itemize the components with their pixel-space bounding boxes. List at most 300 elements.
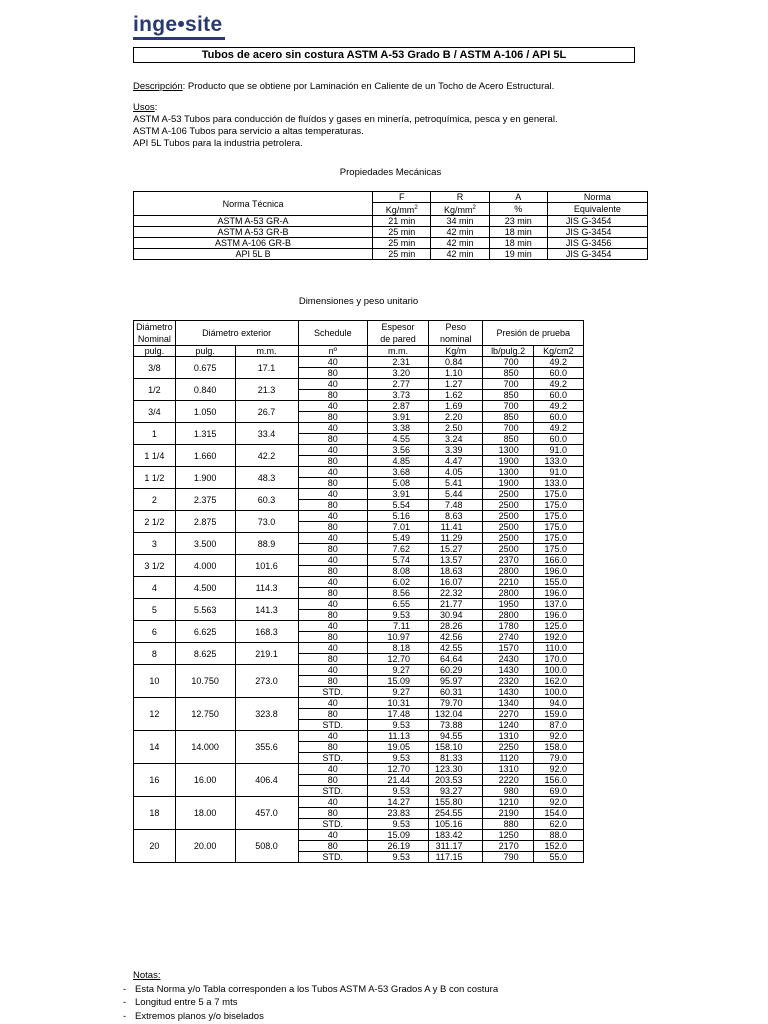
- dims-unit-pulg: pulg.: [134, 346, 176, 357]
- dims-cell-peso: 22.32: [428, 588, 483, 599]
- dims-cell-espesor: 3.91: [368, 412, 429, 423]
- dims-cell-kgcm: 125.0: [533, 621, 583, 632]
- document-title: Tubos de acero sin costura ASTM A-53 Grado B / ASTM A-106 / API 5L: [133, 47, 635, 63]
- dims-cell-peso: 11.41: [428, 522, 483, 533]
- dims-cell-peso: 64.64: [428, 654, 483, 665]
- mech-cell-a: 23 min: [489, 216, 547, 227]
- dims-cell-espesor: 9.53: [368, 720, 429, 731]
- dims-cell-lb: 790: [483, 852, 533, 863]
- dims-row: [134, 445, 584, 456]
- mech-header-r: R: [431, 192, 489, 203]
- dims-cell-schedule: 40: [298, 423, 367, 434]
- dims-cell-kgcm: 49.2: [533, 401, 583, 412]
- dims-header-dn: Diámetro Nominal: [134, 321, 176, 346]
- mech-cell-a: 19 min: [489, 249, 547, 260]
- dims-cell-kgcm: 137.0: [533, 599, 583, 610]
- dims-cell-lb: 850: [483, 368, 533, 379]
- dims-cell-kgcm: 92.0: [533, 731, 583, 742]
- dims-cell-schedule: 40: [298, 401, 367, 412]
- dims-cell-nominal: 2: [134, 489, 176, 511]
- dims-cell-peso: 1.69: [428, 401, 483, 412]
- mech-header-r-unit: $Kg/mm^2$: [431, 203, 489, 216]
- dims-cell-peso: 158.10: [428, 742, 483, 753]
- dims-cell-pulg: 1.900: [175, 467, 235, 489]
- dims-row: [134, 731, 584, 742]
- dims-cell-kgcm: 162.0: [533, 676, 583, 687]
- dims-cell-espesor: 15.09: [368, 676, 429, 687]
- dims-cell-mm: 114.3: [235, 577, 298, 599]
- dims-cell-pulg: 16.00: [175, 764, 235, 797]
- dims-cell-schedule: STD.: [298, 852, 367, 863]
- dims-cell-nominal: 10: [134, 665, 176, 698]
- dims-cell-lb: 1780: [483, 621, 533, 632]
- mech-body: [134, 216, 648, 260]
- dims-cell-nominal: 20: [134, 830, 176, 863]
- dims-cell-kgcm: 79.0: [533, 753, 583, 764]
- dims-cell-nominal: 2 1/2: [134, 511, 176, 533]
- dims-cell-espesor: 6.55: [368, 599, 429, 610]
- dims-row: [134, 797, 584, 808]
- dims-cell-peso: 93.27: [428, 786, 483, 797]
- dims-cell-lb: 1340: [483, 698, 533, 709]
- dims-cell-espesor: 3.56: [368, 445, 429, 456]
- dims-cell-peso: 95.97: [428, 676, 483, 687]
- dims-cell-schedule: 80: [298, 610, 367, 621]
- dims-row: [134, 423, 584, 434]
- usos-text: Tubos para servicio a altas temperaturas.: [186, 126, 364, 137]
- dims-row: [134, 467, 584, 478]
- dims-cell-schedule: 80: [298, 478, 367, 489]
- mech-cell-norma: API 5L B: [134, 249, 373, 260]
- dims-cell-schedule: 40: [298, 621, 367, 632]
- dims-cell-schedule: 80: [298, 709, 367, 720]
- dims-cell-lb: 1310: [483, 764, 533, 775]
- dims-cell-kgcm: 154.0: [533, 808, 583, 819]
- dims-cell-lb: 2500: [483, 544, 533, 555]
- dims-cell-espesor: 3.91: [368, 489, 429, 500]
- dims-cell-espesor: 5.54: [368, 500, 429, 511]
- dims-cell-lb: 2500: [483, 489, 533, 500]
- dims-cell-lb: 2500: [483, 522, 533, 533]
- mech-header-a: A: [489, 192, 547, 203]
- usos-section: [133, 102, 558, 150]
- dims-cell-pulg: 6.625: [175, 621, 235, 643]
- dims-cell-schedule: 80: [298, 500, 367, 511]
- dims-cell-nominal: 1 1/4: [134, 445, 176, 467]
- description: [133, 81, 554, 93]
- dims-cell-kgcm: 158.0: [533, 742, 583, 753]
- dims-cell-kgcm: 100.0: [533, 687, 583, 698]
- dims-cell-pulg: 5.563: [175, 599, 235, 621]
- dims-cell-schedule: 40: [298, 599, 367, 610]
- dims-cell-lb: 2210: [483, 577, 533, 588]
- dims-cell-kgcm: 92.0: [533, 764, 583, 775]
- usos-text: Tubos para la industria petrolera.: [161, 138, 303, 149]
- dims-cell-mm: 21.3: [235, 379, 298, 401]
- mech-cell-r: 42 min: [431, 227, 489, 238]
- dims-cell-peso: 3.39: [428, 445, 483, 456]
- dims-cell-peso: 1.27: [428, 379, 483, 390]
- dims-cell-espesor: 3.73: [368, 390, 429, 401]
- dims-cell-kgcm: 133.0: [533, 478, 583, 489]
- dims-cell-schedule: 40: [298, 797, 367, 808]
- dims-cell-schedule: 40: [298, 489, 367, 500]
- dims-cell-schedule: 80: [298, 632, 367, 643]
- dims-cell-schedule: 40: [298, 577, 367, 588]
- mech-header-equiv-1: Norma: [547, 192, 647, 203]
- description-sep: :: [182, 81, 186, 92]
- dims-cell-nominal: 12: [134, 698, 176, 731]
- dims-unit-pulg2: pulg.: [175, 346, 235, 357]
- dims-cell-espesor: 7.11: [368, 621, 429, 632]
- dims-cell-peso: 11.29: [428, 533, 483, 544]
- dims-cell-pulg: 12.750: [175, 698, 235, 731]
- dims-cell-kgcm: 175.0: [533, 511, 583, 522]
- dims-cell-espesor: 9.53: [368, 753, 429, 764]
- dims-cell-schedule: 80: [298, 412, 367, 423]
- dims-header-peso: Peso nominal: [428, 321, 483, 346]
- dims-cell-lb: 1250: [483, 830, 533, 841]
- dims-cell-mm: 273.0: [235, 665, 298, 698]
- dims-cell-espesor: 12.70: [368, 764, 429, 775]
- dims-cell-kgcm: 49.2: [533, 423, 583, 434]
- dims-cell-lb: 2190: [483, 808, 533, 819]
- dims-cell-lb: 700: [483, 357, 533, 368]
- dims-cell-lb: 2320: [483, 676, 533, 687]
- mech-cell-f: 21 min: [373, 216, 431, 227]
- dims-cell-lb: 2740: [483, 632, 533, 643]
- mech-title: Propiedades Mecánicas: [339, 167, 442, 178]
- mech-header-f-unit: $Kg/mm^2$: [373, 203, 431, 216]
- dims-cell-peso: 8.63: [428, 511, 483, 522]
- dims-unit-kgm: Kg/m: [428, 346, 483, 357]
- dims-cell-lb: 1300: [483, 445, 533, 456]
- dims-cell-peso: 155.80: [428, 797, 483, 808]
- dims-cell-espesor: 2.77: [368, 379, 429, 390]
- dims-cell-kgcm: 175.0: [533, 522, 583, 533]
- dims-cell-espesor: 2.87: [368, 401, 429, 412]
- dims-cell-kgcm: 60.0: [533, 390, 583, 401]
- dims-cell-nominal: 4: [134, 577, 176, 599]
- dims-cell-schedule: 40: [298, 533, 367, 544]
- mech-cell-equiv: JIS G-3454: [547, 249, 647, 260]
- mech-cell-r: 34 min: [431, 216, 489, 227]
- dims-cell-espesor: 4.85: [368, 456, 429, 467]
- dims-cell-nominal: 3/4: [134, 401, 176, 423]
- dims-cell-espesor: 17.48: [368, 709, 429, 720]
- dims-cell-schedule: 40: [298, 467, 367, 478]
- dims-cell-lb: 2430: [483, 654, 533, 665]
- dims-cell-schedule: 80: [298, 654, 367, 665]
- dims-row: [134, 533, 584, 544]
- dims-cell-peso: 28.26: [428, 621, 483, 632]
- dims-cell-schedule: 40: [298, 643, 367, 654]
- dims-cell-mm: 219.1: [235, 643, 298, 665]
- dims-cell-peso: 42.56: [428, 632, 483, 643]
- dims-cell-espesor: 5.74: [368, 555, 429, 566]
- dims-cell-peso: 18.63: [428, 566, 483, 577]
- dims-cell-espesor: 5.16: [368, 511, 429, 522]
- mech-cell-f: 25 min: [373, 238, 431, 249]
- dims-cell-peso: 30.94: [428, 610, 483, 621]
- dims-cell-pulg: 1.315: [175, 423, 235, 445]
- dims-cell-nominal: 16: [134, 764, 176, 797]
- dims-cell-kgcm: 166.0: [533, 555, 583, 566]
- dims-cell-peso: 1.10: [428, 368, 483, 379]
- dims-row: [134, 379, 584, 390]
- dims-cell-schedule: STD.: [298, 786, 367, 797]
- dims-cell-mm: 48.3: [235, 467, 298, 489]
- dims-cell-peso: 1.62: [428, 390, 483, 401]
- dims-cell-kgcm: 152.0: [533, 841, 583, 852]
- dims-cell-schedule: 40: [298, 665, 367, 676]
- dims-cell-kgcm: 175.0: [533, 500, 583, 511]
- dims-cell-lb: 880: [483, 819, 533, 830]
- dims-cell-pulg: 1.050: [175, 401, 235, 423]
- dims-row: [134, 830, 584, 841]
- dims-cell-lb: 2370: [483, 555, 533, 566]
- dims-cell-peso: 60.31: [428, 687, 483, 698]
- notas-item: - Longitud entre 5 a 7 mts: [123, 997, 238, 1008]
- dims-cell-schedule: STD.: [298, 753, 367, 764]
- dims-cell-peso: 5.41: [428, 478, 483, 489]
- description-label: Descripción: [133, 81, 183, 92]
- dims-cell-pulg: 18.00: [175, 797, 235, 830]
- usos-item: [133, 114, 558, 126]
- dims-cell-schedule: 40: [298, 511, 367, 522]
- dims-cell-peso: 15.27: [428, 544, 483, 555]
- dims-cell-schedule: 80: [298, 566, 367, 577]
- dims-cell-mm: 101.6: [235, 555, 298, 577]
- dims-cell-schedule: 80: [298, 522, 367, 533]
- dims-cell-pulg: 3.500: [175, 533, 235, 555]
- dims-header-sch: Schedule: [298, 321, 367, 346]
- dims-cell-peso: 21.77: [428, 599, 483, 610]
- dims-cell-nominal: 14: [134, 731, 176, 764]
- dims-cell-schedule: STD.: [298, 720, 367, 731]
- dims-cell-schedule: 80: [298, 390, 367, 401]
- dims-row: [134, 764, 584, 775]
- usos-item: [133, 126, 558, 138]
- dims-cell-espesor: 9.27: [368, 687, 429, 698]
- dims-row: [134, 489, 584, 500]
- dims-cell-espesor: 19.05: [368, 742, 429, 753]
- dims-cell-lb: 700: [483, 379, 533, 390]
- dims-unit-kgcm: Kg/cm2: [533, 346, 583, 357]
- usos-code: ASTM A-106: [133, 126, 187, 137]
- dims-cell-lb: 980: [483, 786, 533, 797]
- dims-cell-peso: 73.88: [428, 720, 483, 731]
- dims-cell-mm: 42.2: [235, 445, 298, 467]
- dims-cell-espesor: 10.31: [368, 698, 429, 709]
- dims-cell-schedule: 80: [298, 544, 367, 555]
- dims-cell-kgcm: 91.0: [533, 445, 583, 456]
- dims-cell-mm: 60.3: [235, 489, 298, 511]
- dims-unit-n: nº: [298, 346, 367, 357]
- mech-header-norma: Norma Técnica: [134, 192, 373, 216]
- dims-cell-mm: 355.6: [235, 731, 298, 764]
- dims-row: [134, 555, 584, 566]
- dims-cell-nominal: 18: [134, 797, 176, 830]
- dims-cell-lb: 2800: [483, 566, 533, 577]
- notas-item: - Esta Norma y/o Tabla corresponden a los Tubos ASTM A-53 Grados A y B con costura: [123, 983, 499, 995]
- dims-cell-schedule: 40: [298, 445, 367, 456]
- dims-cell-pulg: 20.00: [175, 830, 235, 863]
- dims-cell-espesor: 8.08: [368, 566, 429, 577]
- dims-cell-espesor: 7.62: [368, 544, 429, 555]
- dims-cell-peso: 79.70: [428, 698, 483, 709]
- dims-cell-kgcm: 170.0: [533, 654, 583, 665]
- dims-cell-lb: 700: [483, 423, 533, 434]
- mech-cell-a: 18 min: [489, 238, 547, 249]
- dims-cell-espesor: 6.02: [368, 577, 429, 588]
- dims-cell-peso: 0.84: [428, 357, 483, 368]
- dims-cell-schedule: 80: [298, 588, 367, 599]
- mech-row: [134, 238, 648, 249]
- dims-title: Dimensiones y peso unitario: [298, 296, 419, 307]
- dims-cell-lb: 2500: [483, 533, 533, 544]
- usos-item: [133, 138, 558, 150]
- dims-unit-mm2: m.m.: [368, 346, 429, 357]
- dims-cell-kgcm: 60.0: [533, 412, 583, 423]
- dims-cell-kgcm: 175.0: [533, 533, 583, 544]
- dims-cell-kgcm: 192.0: [533, 632, 583, 643]
- dims-cell-peso: 94.55: [428, 731, 483, 742]
- dims-cell-mm: 26.7: [235, 401, 298, 423]
- mech-cell-norma: ASTM A-106 GR-B: [134, 238, 373, 249]
- mech-cell-norma: ASTM A-53 GR-A: [134, 216, 373, 227]
- dims-cell-kgcm: 100.0: [533, 665, 583, 676]
- dims-cell-lb: 1240: [483, 720, 533, 731]
- dims-cell-lb: 2170: [483, 841, 533, 852]
- dims-cell-kgcm: 49.2: [533, 379, 583, 390]
- dims-header-esp: Espesor de pared: [368, 321, 429, 346]
- dims-cell-peso: 123.30: [428, 764, 483, 775]
- mech-row: [134, 249, 648, 260]
- dims-cell-mm: 168.3: [235, 621, 298, 643]
- dims-cell-kgcm: 91.0: [533, 467, 583, 478]
- dims-cell-kgcm: 196.0: [533, 588, 583, 599]
- dims-cell-peso: 16.07: [428, 577, 483, 588]
- dims-cell-pulg: 10.750: [175, 665, 235, 698]
- dims-cell-peso: 4.47: [428, 456, 483, 467]
- dims-cell-nominal: 3/8: [134, 357, 176, 379]
- mech-row: [134, 216, 648, 227]
- dims-cell-nominal: 3: [134, 533, 176, 555]
- description-text: Producto que se obtiene por Laminación en Caliente de un Tocho de Acero Estructural.: [185, 81, 555, 92]
- dims-row: [134, 643, 584, 654]
- dims-cell-lb: 2500: [483, 500, 533, 511]
- dims-cell-lb: 2220: [483, 775, 533, 786]
- dims-cell-kgcm: 159.0: [533, 709, 583, 720]
- dims-cell-peso: 117.15: [428, 852, 483, 863]
- dims-cell-kgcm: 133.0: [533, 456, 583, 467]
- dims-cell-nominal: 8: [134, 643, 176, 665]
- logo-dot: •: [177, 13, 186, 36]
- dims-cell-lb: 1300: [483, 467, 533, 478]
- dims-cell-mm: 33.4: [235, 423, 298, 445]
- usos-code: API 5L: [133, 138, 162, 149]
- dims-cell-kgcm: 110.0: [533, 643, 583, 654]
- dims-cell-pulg: 2.875: [175, 511, 235, 533]
- dims-cell-pulg: 1.660: [175, 445, 235, 467]
- dims-row: [134, 621, 584, 632]
- dims-cell-kgcm: 196.0: [533, 566, 583, 577]
- dims-row: [134, 511, 584, 522]
- dims-cell-lb: 1900: [483, 478, 533, 489]
- dims-cell-schedule: 40: [298, 830, 367, 841]
- dims-cell-pulg: 4.000: [175, 555, 235, 577]
- mech-cell-a: 18 min: [489, 227, 547, 238]
- dims-cell-schedule: 80: [298, 368, 367, 379]
- dims-cell-nominal: 6: [134, 621, 176, 643]
- dimensions-table: [133, 320, 584, 863]
- logo-underline: [133, 37, 225, 40]
- mech-cell-r: 42 min: [431, 238, 489, 249]
- dims-cell-schedule: 80: [298, 841, 367, 852]
- dims-cell-mm: 457.0: [235, 797, 298, 830]
- dims-cell-schedule: 80: [298, 742, 367, 753]
- dims-cell-kgcm: 62.0: [533, 819, 583, 830]
- dims-cell-lb: 850: [483, 390, 533, 401]
- dims-cell-espesor: 3.68: [368, 467, 429, 478]
- dims-cell-peso: 3.24: [428, 434, 483, 445]
- dims-cell-kgcm: 55.0: [533, 852, 583, 863]
- dims-cell-espesor: 3.20: [368, 368, 429, 379]
- dims-cell-pulg: 0.675: [175, 357, 235, 379]
- dims-cell-lb: 2270: [483, 709, 533, 720]
- logo-text: [133, 14, 225, 36]
- dims-cell-kgcm: 94.0: [533, 698, 583, 709]
- usos-text: Tubos para conducción de fluídos y gases en minería, petroquímica, pesca y en general.: [181, 114, 558, 125]
- dims-cell-lb: 1570: [483, 643, 533, 654]
- dims-row: [134, 401, 584, 412]
- dims-cell-kgcm: 156.0: [533, 775, 583, 786]
- logo-left: inge: [133, 13, 178, 36]
- dims-cell-nominal: 3 1/2: [134, 555, 176, 577]
- dims-cell-pulg: 8.625: [175, 643, 235, 665]
- dims-cell-pulg: 2.375: [175, 489, 235, 511]
- dims-cell-kgcm: 92.0: [533, 797, 583, 808]
- dims-cell-lb: 1950: [483, 599, 533, 610]
- dims-cell-espesor: 11.13: [368, 731, 429, 742]
- dims-cell-peso: 254.55: [428, 808, 483, 819]
- dims-cell-peso: 5.44: [428, 489, 483, 500]
- dims-cell-espesor: 12.70: [368, 654, 429, 665]
- dims-cell-espesor: 2.31: [368, 357, 429, 368]
- notas-title: Notas:: [133, 970, 161, 981]
- dims-header-de: Diámetro exterior: [175, 321, 298, 346]
- dims-cell-nominal: 5: [134, 599, 176, 621]
- dims-cell-espesor: 4.55: [368, 434, 429, 445]
- dims-cell-schedule: 80: [298, 775, 367, 786]
- dims-cell-espesor: 26.19: [368, 841, 429, 852]
- dims-cell-kgcm: 49.2: [533, 357, 583, 368]
- dims-cell-schedule: 80: [298, 808, 367, 819]
- dims-cell-espesor: 9.53: [368, 819, 429, 830]
- dims-body: [134, 357, 584, 863]
- notas-section: [123, 969, 498, 1023]
- mech-header-equiv-2: Equivalente: [547, 203, 647, 216]
- dims-cell-espesor: 9.53: [368, 852, 429, 863]
- dims-cell-lb: 700: [483, 401, 533, 412]
- dims-cell-pulg: 0.840: [175, 379, 235, 401]
- dims-cell-espesor: 8.56: [368, 588, 429, 599]
- dims-cell-mm: 508.0: [235, 830, 298, 863]
- dims-cell-nominal: 1 1/2: [134, 467, 176, 489]
- mech-cell-equiv: JIS G-3454: [547, 227, 647, 238]
- dims-cell-peso: 2.50: [428, 423, 483, 434]
